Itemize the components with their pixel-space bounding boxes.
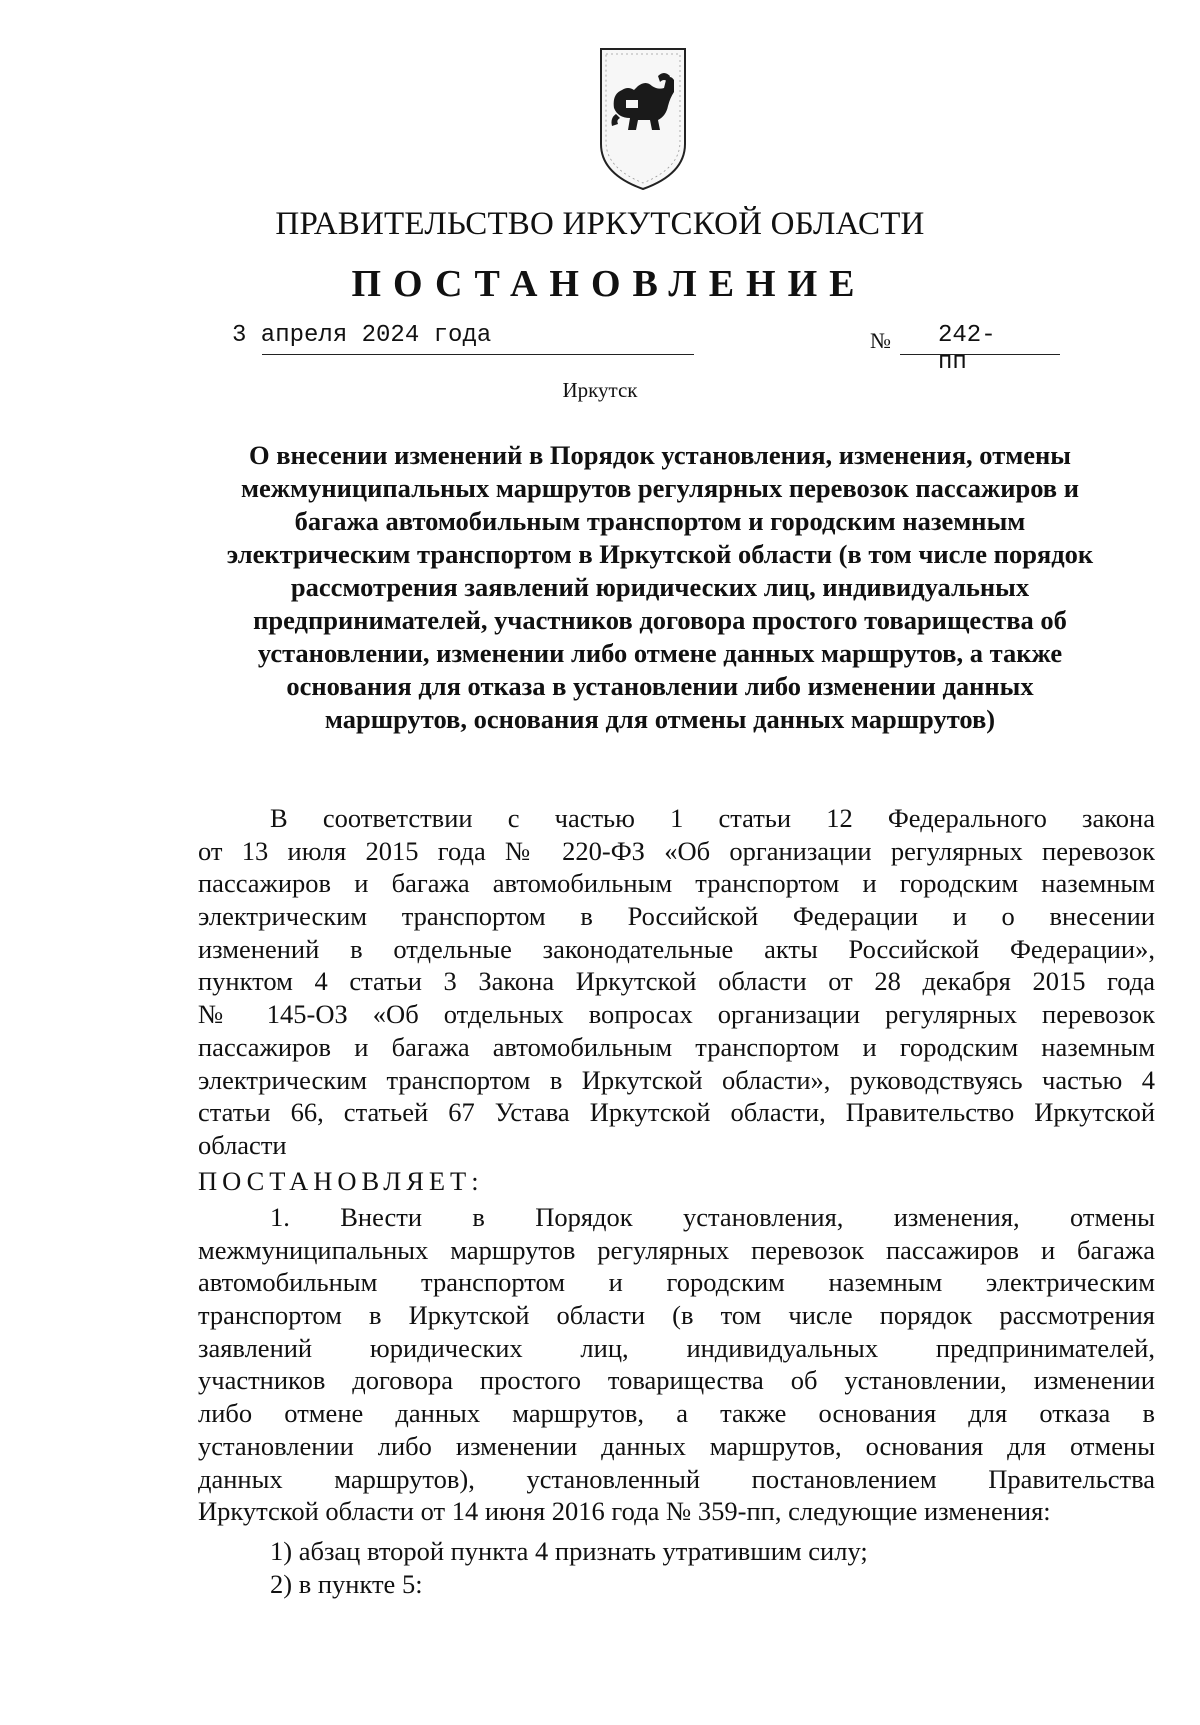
title-line: установлении, изменении либо отмене данных маршрутов, а также xyxy=(257,638,1063,668)
title-line: предпринимателей, участников договора простого товарищества об xyxy=(253,605,1067,635)
document-date-block xyxy=(232,322,491,349)
preamble-line: от 13 июля 2015 года № 220-ФЗ «Об организации регулярных перевозок xyxy=(198,835,1155,866)
document-date: 3 апреля 2024 года xyxy=(232,322,492,349)
item-line: установлении либо изменении данных маршрутов, основания для отмены xyxy=(198,1430,1155,1461)
preamble-line: № 145-ОЗ «Об отдельных вопросах организации регулярных перевозок xyxy=(198,999,1155,1030)
city: Иркутск xyxy=(562,378,638,402)
preamble-line: электрическим транспортом в Иркутской области», руководствуясь частью 4 xyxy=(198,1064,1155,1095)
item-line: межмуниципальных маршрутов регулярных перевозок пассажиров и багажа xyxy=(198,1234,1155,1265)
preamble-line: В соответствии с частью 1 статьи 12 Федерального закона xyxy=(270,803,1155,833)
preamble-paragraph xyxy=(198,802,1155,1162)
preamble-line: пассажиров и багажа автомобильным транспортом и городским наземным xyxy=(198,868,1155,899)
preamble-line: статьи 66, статьей 67 Устава Иркутской области, Правительство Иркутской xyxy=(198,1097,1155,1128)
item-line: Иркутской области от 14 июня 2016 года № 359-пп, следующие изменения: xyxy=(198,1496,1051,1527)
item-line: либо отмене данных маршрутов, а также основания для отказа в xyxy=(198,1398,1155,1429)
number-underline xyxy=(900,354,1060,355)
preamble-line: области xyxy=(198,1129,287,1160)
title-line: маршрутов, основания для отмены данных маршрутов) xyxy=(324,704,996,734)
resolves-heading: ПОСТАНОВЛЯЕТ: xyxy=(198,1166,484,1196)
preamble-line: изменений в отдельные законодательные акты Российской Федерации», xyxy=(198,933,1155,964)
title-line: О внесении изменений в Порядок установления, изменения, отмены xyxy=(249,440,1071,470)
number-sign: № xyxy=(870,328,891,353)
title-line: основания для отказа в установлении либо изменении данных xyxy=(286,671,1034,701)
date-underline xyxy=(262,354,694,355)
item-line: данных маршрутов), установленный постановлением Правительства xyxy=(198,1463,1155,1494)
subitem-line: 1) абзац второй пункта 4 признать утратившим силу; xyxy=(270,1536,868,1566)
title-line: рассмотрения заявлений юридических лиц, индивидуальных xyxy=(290,572,1030,602)
item-line: участников договора простого товарищества об установлении, изменении xyxy=(198,1365,1155,1396)
item-line: автомобильным транспортом и городским наземным электрическим xyxy=(198,1267,1155,1298)
document-title xyxy=(180,439,1140,736)
title-line: межмуниципальных маршрутов регулярных перевозок пассажиров и xyxy=(240,473,1079,503)
subitems-list xyxy=(198,1535,1155,1600)
coat-of-arms-emblem xyxy=(598,46,688,192)
preamble-line: пассажиров и багажа автомобильным транспортом и городским наземным xyxy=(198,1031,1155,1062)
title-line: электрическим транспортом в Иркутской области (в том числе порядок xyxy=(226,539,1094,569)
title-line: багажа автомобильным транспортом и городским наземным xyxy=(294,506,1026,536)
item-line: 1. Внести в Порядок установления, изменения, отмены xyxy=(270,1202,1155,1232)
subitem-line: 2) в пункте 5: xyxy=(270,1568,423,1599)
item-line: транспортом в Иркутской области (в том числе порядок рассмотрения xyxy=(198,1300,1155,1331)
document-number: 242-пп xyxy=(938,322,996,376)
item-line: заявлений юридических лиц, индивидуальных предпринимателей, xyxy=(198,1332,1155,1363)
item-1-paragraph xyxy=(198,1201,1155,1528)
preamble-line: электрическим транспортом в Российской Федерации и о внесении xyxy=(198,901,1155,932)
preamble-line: пунктом 4 статьи 3 Закона Иркутской области от 28 декабря 2015 года xyxy=(198,966,1155,997)
document-type: ПОСТАНОВЛЕНИЕ xyxy=(351,263,867,305)
organization-name: ПРАВИТЕЛЬСТВО ИРКУТСКОЙ ОБЛАСТИ xyxy=(275,206,925,242)
